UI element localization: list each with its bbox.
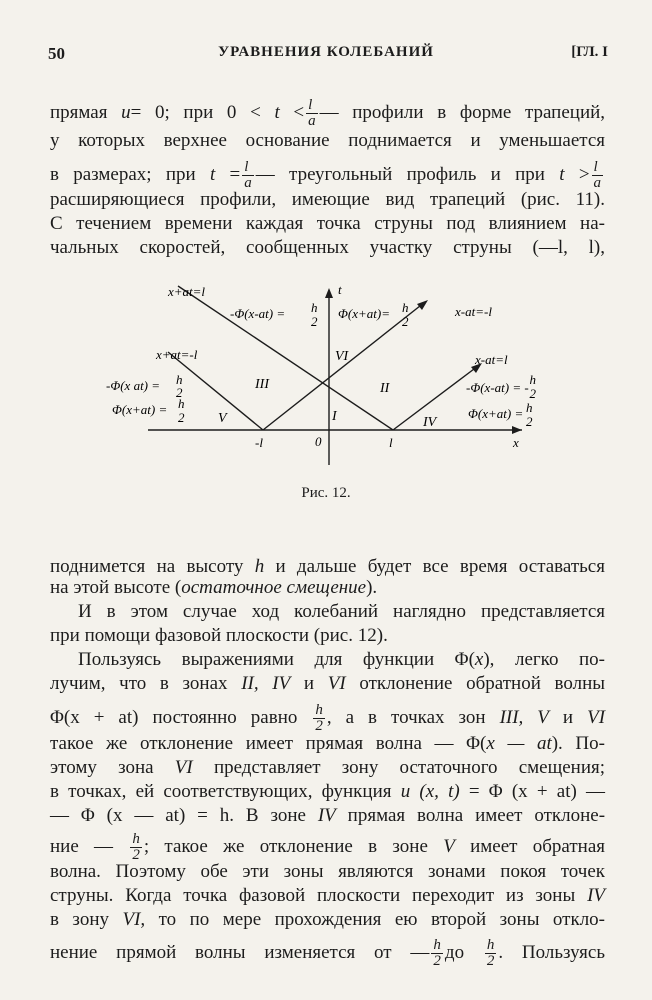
fraction-h-over-2: $\frac{h}{2}$ xyxy=(433,937,441,969)
label-left-phi: Φ(x+at) = xyxy=(112,402,168,417)
tick-neg-l: -l xyxy=(255,435,263,450)
text-line: И в этом случае ход колебаний наглядно представляется xyxy=(78,601,605,622)
h-half: 2 xyxy=(402,314,409,329)
figure-caption: Рис. 12. xyxy=(301,485,351,501)
text-line: волна. Поэтому обе эти зоны являются зонами покоя точек xyxy=(50,861,605,882)
line-x-minus-at-eq-neg-l xyxy=(263,302,425,430)
page-number: 50 xyxy=(48,44,65,63)
fraction-l-over-a: $\frac{l}{a}$ xyxy=(308,97,316,129)
text-line: лучим, что в зонах II, IV и VI отклонение обратной волны xyxy=(50,673,606,694)
h-half: h xyxy=(402,300,409,315)
h-half: h xyxy=(529,372,536,387)
fraction-l-over-a: $\frac{l}{a}$ xyxy=(593,159,602,191)
text-line: ние — $\frac{h}{2}$ ; такое же отклонение в зоне V имеет обратная xyxy=(50,831,606,863)
text-line: у которых верхнее основание поднимается и уменьшается xyxy=(50,130,605,151)
label-x-plus-at-eq-l: x+at=l xyxy=(168,284,206,299)
arrow-x-minus-at-l xyxy=(417,300,428,310)
zone-IV: IV xyxy=(423,415,437,430)
running-title: УРАВНЕНИЯ КОЛЕБАНИЙ xyxy=(218,44,434,60)
h-half: 2 xyxy=(178,410,185,425)
t-axis-arrow xyxy=(325,288,333,298)
h-half: 2 xyxy=(529,386,536,401)
text-line: чальных скоростей, сообщенных участку струны (—l, l), xyxy=(50,237,605,258)
h-half: h xyxy=(178,396,185,411)
label-right-phi: Φ(x+at) = xyxy=(468,406,524,421)
text-line: нение прямой волны изменяется от — $\frac{h}{2}$ до $\frac{h}{2}$ . Пользуясь xyxy=(50,937,606,969)
label-right-neg-phi: -Φ(x-at) = - xyxy=(466,380,529,395)
chapter-marker: [ГЛ. I xyxy=(571,44,608,60)
text-line: в зону VI, то по мере прохождения ею второй зоны откло- xyxy=(50,909,606,930)
h-half: h xyxy=(311,300,318,315)
zone-III: III xyxy=(255,377,269,392)
h-half: 2 xyxy=(526,414,533,429)
origin-label: 0 xyxy=(315,434,322,449)
text-line: Пользуясь выражениями для функции Φ(x), легко по- xyxy=(78,649,605,670)
text-line: струны. Когда точка фазовой плоскости переходит из зоны IV xyxy=(50,885,605,906)
axis-x-label: x xyxy=(513,435,519,450)
fraction-h-over-2: $\frac{h}{2}$ xyxy=(486,937,495,969)
axis-t-label: t xyxy=(338,282,342,297)
h-half: 2 xyxy=(176,385,183,400)
label-x-plus-at-eq-neg-l: x+at=-l xyxy=(156,347,198,362)
text-line: в точках, ей соответствующих, функция u (x, t) = Φ (x + at) — xyxy=(50,781,605,802)
label-x-minus-at-eq-l: x-at=l xyxy=(475,352,508,367)
label-phi-x-plus-at: Φ(x+at)= xyxy=(338,306,390,321)
tick-l: l xyxy=(389,435,393,450)
label-x-minus-at-eq-neg-l: x-at=-l xyxy=(455,304,492,319)
text-line: такое же отклонение имеет прямая волна — Φ(x — at). По- xyxy=(50,733,605,754)
h-half: h xyxy=(526,400,533,415)
phase-plane-figure xyxy=(100,280,540,470)
text-line: на этой высоте (остаточное смещение). xyxy=(50,577,378,598)
text-line: поднимется на высоту h и дальше будет все время оставаться xyxy=(50,556,605,577)
fraction-h-over-2: $\frac{h}{2}$ xyxy=(132,831,140,863)
zone-I: I xyxy=(332,409,337,424)
text-line: в размерах; при t = $\frac{l}{a}$ — треугольный профиль и при t > $\frac{l}{a}$ xyxy=(50,159,602,191)
x-axis-arrow xyxy=(512,426,522,434)
text-line: — Φ (x — at) = h. В зоне IV прямая волна имеет отклоне- xyxy=(50,805,606,826)
zone-V: V xyxy=(218,411,227,426)
zone-VI: VI xyxy=(335,349,349,364)
text-line: прямая u= 0; при 0 < t < $\frac{l}{a}$ — профили в форме трапеций, xyxy=(50,97,606,129)
zone-II: II xyxy=(380,381,390,396)
text-line: этому зона VI представляет зону остаточного смещения; xyxy=(50,757,606,778)
fraction-l-over-a: $\frac{l}{a}$ xyxy=(244,159,252,191)
text-line: Φ(x + at) постоянно равно $\frac{h}{2}$ , а в точках зон III, V и VI xyxy=(50,702,606,734)
label-left-neg-phi: -Φ(x at) = xyxy=(106,378,161,393)
fraction-h-over-2: $\frac{h}{2}$ xyxy=(315,702,323,734)
text-line: расширяющиеся профили, имеющие вид трапеций (рис. 11). xyxy=(50,189,605,210)
text-line: при помощи фазовой плоскости (рис. 12). xyxy=(50,625,388,646)
h-half: 2 xyxy=(311,314,318,329)
h-half: h xyxy=(176,372,183,387)
text-line: С течением времени каждая точка струны под влиянием на- xyxy=(50,213,605,234)
label-neg-phi-x-minus-at: -Φ(x-at) = xyxy=(230,306,286,321)
